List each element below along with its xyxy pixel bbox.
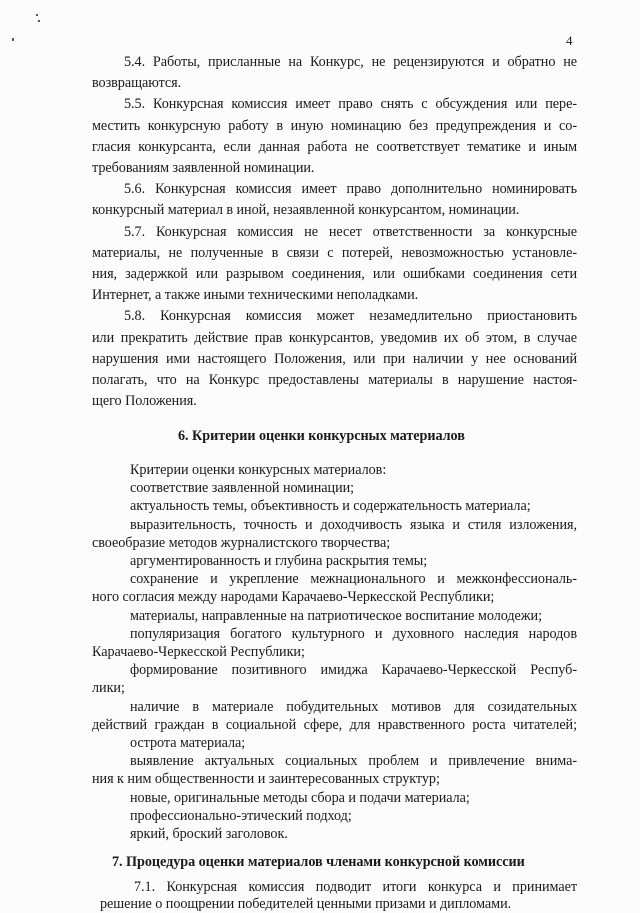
text-line: материалы, направленные на патриотическое воспитание молодежи; xyxy=(130,608,542,624)
text-line: щего Положения. xyxy=(92,393,197,409)
text-line: 5.8. Конкурсная комиссия может незамедлительно приостановить xyxy=(124,308,577,324)
text-line: решение о поощрении победителей ценными призами и дипломами. xyxy=(100,896,512,912)
text-line: яркий, броский заголовок. xyxy=(130,826,288,842)
text-line: Интернет, а также иными техническими неполадками. xyxy=(92,287,419,303)
text-line: сохранение и укрепление межнационального и межконфессиональ- xyxy=(130,571,577,587)
text-line: аргументированность и глубина раскрытия темы; xyxy=(130,553,428,569)
text-line: 5.6. Конкурсная комиссия имеет право дополнительно номинировать xyxy=(124,181,577,197)
text-line: наличие в материале побудительных мотивов для созидательных xyxy=(130,699,577,715)
section-heading: 7. Процедура оценки материалов членами конкурсной комиссии xyxy=(112,854,525,870)
text-line: ния к ним общественности и заинтересованных структур; xyxy=(92,771,440,787)
page-number: 4 xyxy=(566,33,573,48)
text-line: 5.4. Работы, присланные на Конкурс, не рецензируются и обратно не xyxy=(124,54,577,70)
text-line: 5.7. Конкурсная комиссия не несет ответственности за конкурсные xyxy=(124,224,577,240)
text-line: популяризация богатого культурного и духовного наследия народов xyxy=(130,626,577,642)
text-line: лики; xyxy=(92,680,125,696)
text-line: ного согласия между народами Карачаево-Черкесской Республики; xyxy=(92,589,495,605)
text-line: материалы, не полученные в связи с потерей, невозможностью установле- xyxy=(92,245,577,261)
text-line: полагать, что на Конкурс предоставлены материалы в нарушение настоя- xyxy=(92,372,577,388)
text-line: местить конкурсную работу в иную номинацию без предупреждения и со- xyxy=(92,118,577,134)
text-line: 7.1. Конкурсная комиссия подводит итоги конкурса и принимает xyxy=(134,879,577,895)
text-line: профессионально-этический подход; xyxy=(130,808,352,824)
text-line: Критерии оценки конкурсных материалов: xyxy=(130,462,387,478)
text-line: требованиям заявленной номинации. xyxy=(92,160,315,176)
text-line: действий граждан в социальной сфере, для нравственного роста читателей; xyxy=(92,717,577,733)
text-line: 5.5. Конкурсная комиссия имеет право снять с обсуждения или пере- xyxy=(124,96,577,112)
text-line: ния, задержкой или разрывом соединения, или ошибками соединения сети xyxy=(92,266,577,282)
scan-mark xyxy=(12,38,14,41)
scan-mark xyxy=(36,14,38,16)
text-line: возвращаются. xyxy=(92,75,182,91)
text-line: выявление актуальных социальных проблем и привлечение внима- xyxy=(130,753,577,769)
text-line: актуальность темы, объективность и содержательность материала; xyxy=(130,498,531,514)
text-line: формирование позитивного имиджа Карачаево-Черкесской Респуб- xyxy=(130,662,577,678)
text-line: своеобразие методов журналистского творчества; xyxy=(92,535,391,551)
text-line: Карачаево-Черкесской Республики; xyxy=(92,644,305,660)
text-line: нарушения ими настоящего Положения, или при наличии у нее оснований xyxy=(92,351,577,367)
text-line: выразительность, точность и доходчивость языка и стиля изложения, xyxy=(130,517,577,533)
text-line: гласия конкурсанта, если данная работа не соответствует тематике и иным xyxy=(92,139,577,155)
text-line: острота материала; xyxy=(130,735,246,751)
section-heading: 6. Критерии оценки конкурсных материалов xyxy=(178,428,465,444)
text-line: новые, оригинальные методы сбора и подачи материала; xyxy=(130,790,470,806)
text-line: соответствие заявленной номинации; xyxy=(130,480,355,496)
text-line: или прекратить действие прав конкурсантов, уведомив их об этом, в случае xyxy=(92,330,577,346)
text-line: конкурсный материал в иной, незаявленной конкурсантом, номинации. xyxy=(92,202,520,218)
scan-mark xyxy=(38,20,40,22)
